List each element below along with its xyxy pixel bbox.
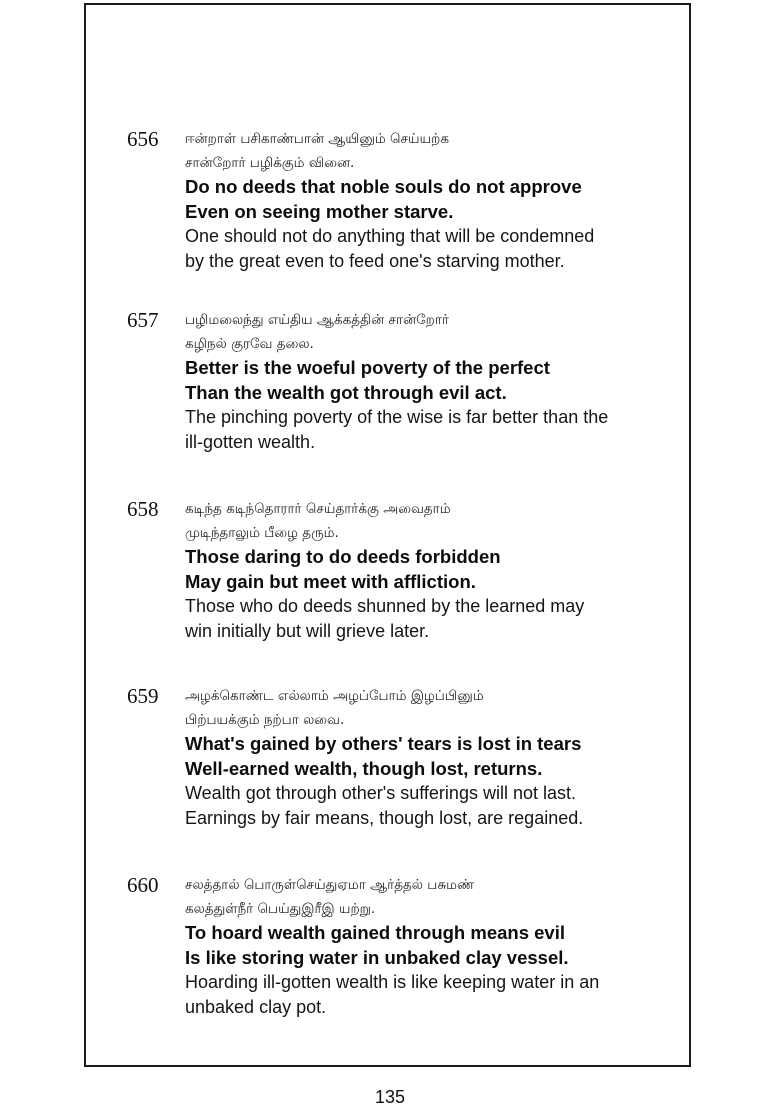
poetic-translation-line: Better is the woeful poverty of the perfect <box>185 357 550 378</box>
tamil-line: பழிமலைந்து எய்திய ஆக்கத்தின் சான்றோர் <box>185 312 449 328</box>
page-number: 135 <box>374 1087 406 1107</box>
plain-translation-line: Those who do deeds shunned by the learned may <box>185 596 585 616</box>
poetic-translation-line: Those daring to do deeds forbidden <box>185 546 501 567</box>
poetic-translation-line: Is like storing water in unbaked clay vessel. <box>185 946 569 968</box>
tamil-line: பிற்பயக்கும் நற்பா லவை. <box>185 712 345 728</box>
poetic-translation-line: Do no deeds that noble souls do not approve <box>185 176 582 197</box>
plain-translation-line: Wealth got through other's sufferings will not last. <box>185 783 576 803</box>
tamil-line: கடிந்த கடிந்தொரார் செய்தார்க்கு அவைதாம் <box>185 501 451 517</box>
page-frame <box>84 3 691 1067</box>
poetic-translation-line: To hoard wealth gained through means evil <box>185 922 565 943</box>
poetic-translation-line: Well-earned wealth, though lost, returns. <box>185 757 543 779</box>
plain-translation-line: One should not do anything that will be condemned <box>185 226 595 246</box>
verse-number: 659 <box>127 684 159 708</box>
verse-number: 657 <box>127 308 159 332</box>
verse-text <box>185 127 680 273</box>
verse-text <box>185 873 680 1019</box>
plain-translation-line: ill-gotten wealth. <box>185 431 316 452</box>
plain-translation-line: Hoarding ill-gotten wealth is like keeping water in an <box>185 972 600 992</box>
tamil-line: ஈன்றாள் பசிகாண்பான் ஆயினும் செய்யற்க <box>185 131 449 147</box>
tamil-line: சலத்தால் பொருள்செய்துஏமா ஆர்த்தல் பசுமண் <box>185 877 475 893</box>
poetic-translation-line: Even on seeing mother starve. <box>185 200 454 222</box>
plain-translation-line: unbaked clay pot. <box>185 996 327 1017</box>
tamil-line: கழிநல் குரவே தலை. <box>185 336 314 352</box>
verse-text <box>185 684 680 830</box>
plain-translation-line: Earnings by fair means, though lost, are regained. <box>185 807 584 828</box>
tamil-line: முடிந்தாலும் பீழை தரும். <box>185 525 339 541</box>
verse-number: 656 <box>127 127 159 151</box>
tamil-line: கலத்துள்நீர் பெய்துஇரீஇ யற்று. <box>185 901 376 917</box>
plain-translation-line: The pinching poverty of the wise is far better than the <box>185 407 609 427</box>
poetic-translation-line: What's gained by others' tears is lost in tears <box>185 733 582 754</box>
plain-translation-line: by the great even to feed one's starving mother. <box>185 250 565 271</box>
tamil-line: அழக்கொண்ட எல்லாம் அழப்போம் இழப்பினும் <box>185 688 484 704</box>
plain-translation-line: win initially but will grieve later. <box>185 620 430 641</box>
poetic-translation-line: May gain but meet with affliction. <box>185 570 476 592</box>
verse-number: 660 <box>127 873 159 897</box>
poetic-translation-line: Than the wealth got through evil act. <box>185 381 507 403</box>
verse-number: 658 <box>127 497 159 521</box>
tamil-line: சான்றோர் பழிக்கும் வினை. <box>185 155 355 171</box>
verse-text <box>185 308 680 454</box>
verse-text <box>185 497 680 643</box>
